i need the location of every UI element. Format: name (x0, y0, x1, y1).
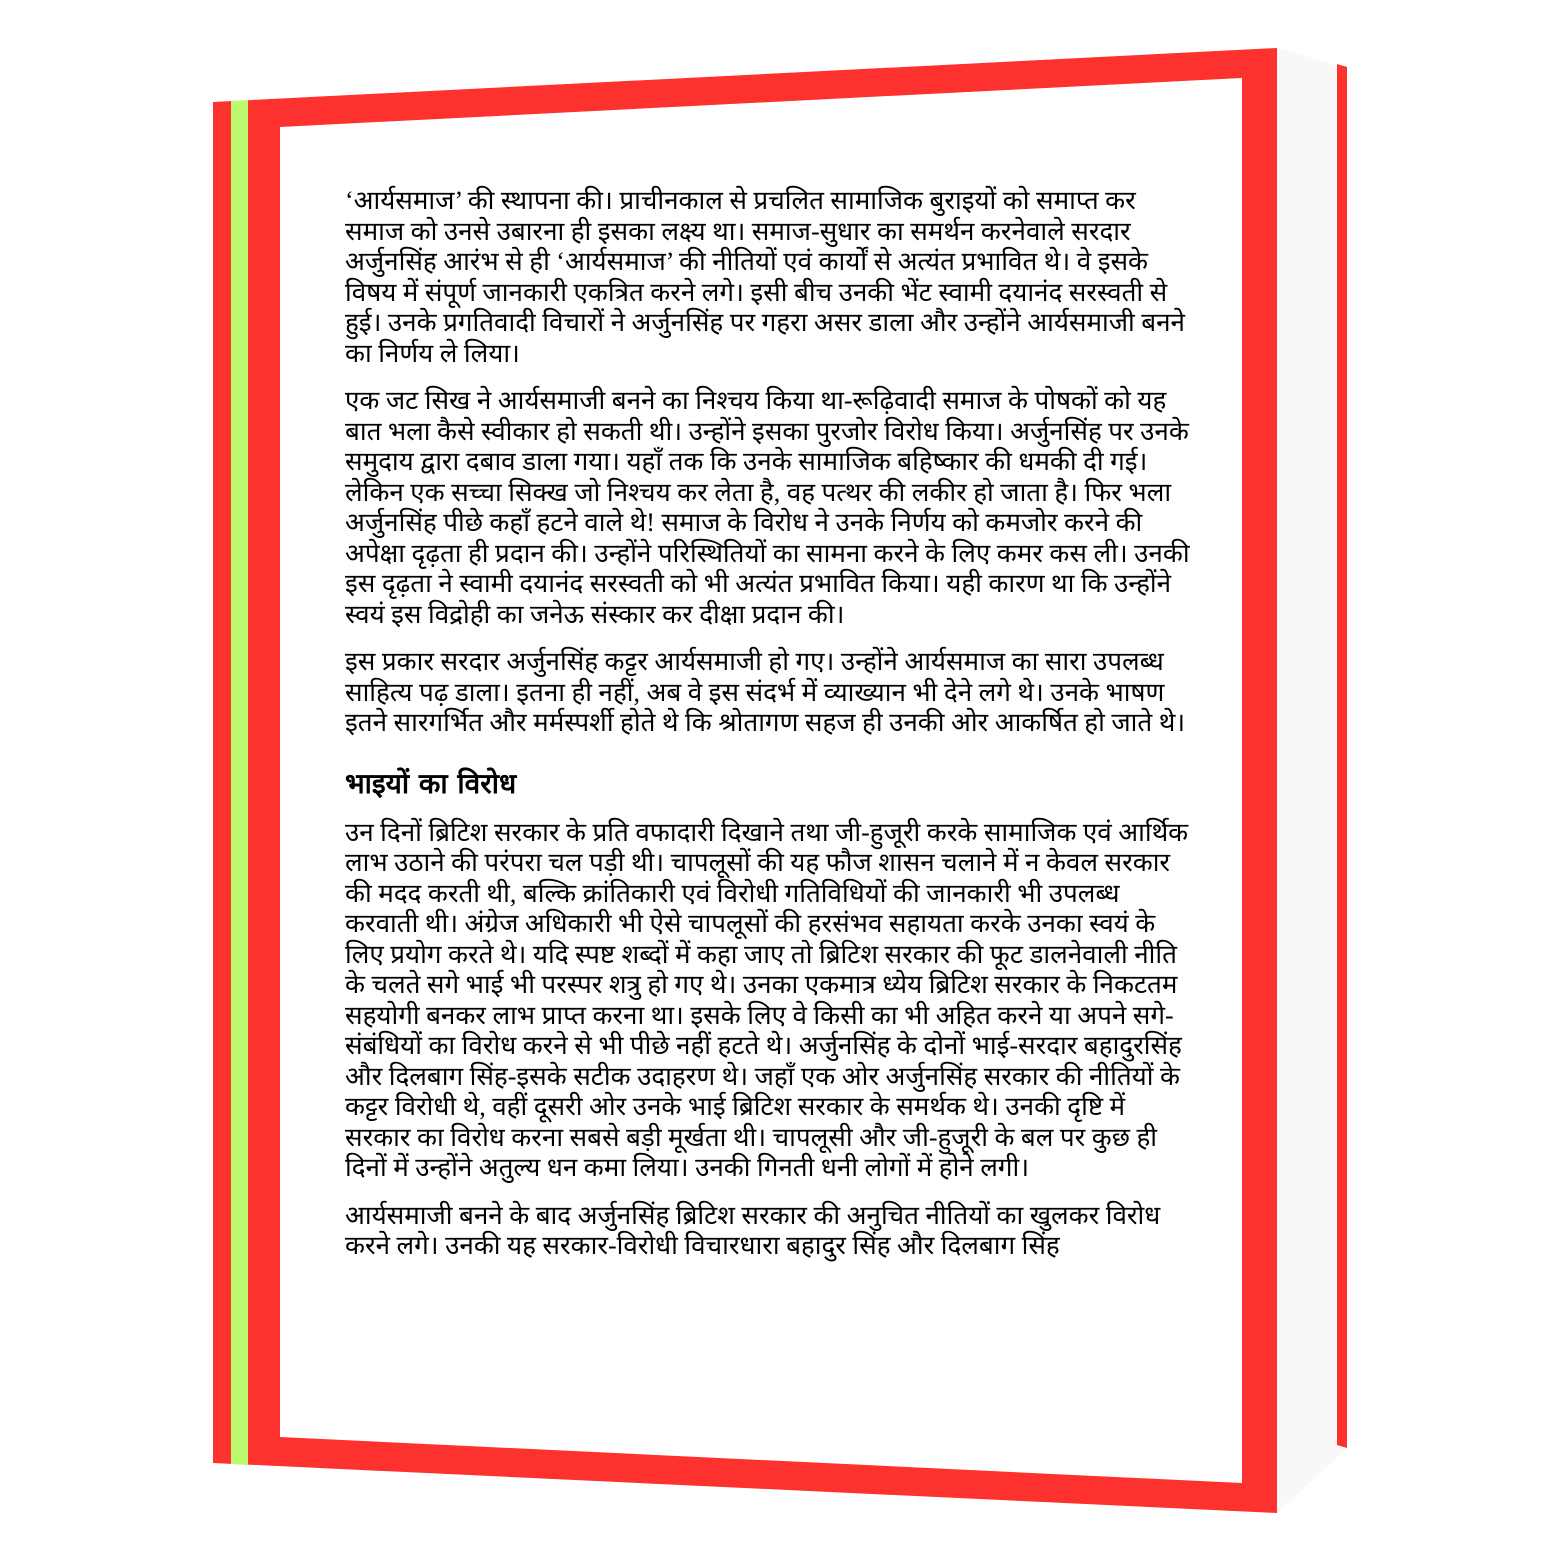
fore-edge-page-block (1277, 48, 1347, 1513)
paragraph: एक जट सिख ने आर्यसमाजी बनने का निश्चय किया था-रूढ़िवादी समाज के पोषकों को यह बात भला कैसे स्वीकार हो सकती थी। उन्होंने इसका पुरजोर विरोध किया। अर्जुनसिंह पर उनके समुदाय द्वारा दबाव डाला गया। यहाँ तक कि उनके सामाजिक बहिष्कार की धमकी दी गई। लेकिन एक सच्चा सिक्ख जो निश्चय कर लेता है, वह पत्थर की लकीर हो जाता है। फिर भला अर्जुनसिंह पीछे कहाँ हटने वाले थे! समाज के विरोध ने उनके निर्णय को कमजोर करने की अपेक्षा दृढ़ता ही प्रदान की। उन्होंने परिस्थितियों का सामना करने के लिए कमर कस ली। उनकी इस दृढ़ता ने स्वामी दयानंद सरस्वती को भी अत्यंत प्रभावित किया। यही कारण था कि उन्होंने स्वयं इस विद्रोही का जनेऊ संस्कार कर दीक्षा प्रदान की। (345, 386, 1190, 629)
paragraph: आर्यसमाजी बनने के बाद अर्जुनसिंह ब्रिटिश सरकार की अनुचित नीतियों का खुलकर विरोध करने लगे। उनकी यह सरकार-विरोधी विचारधारा बहादुर सिंह और दिलबाग सिंह (345, 1200, 1161, 1260)
page-text-block (345, 186, 1190, 1279)
spine-stripe (231, 100, 248, 1465)
paragraph: ‘आर्यसमाज’ की स्थापना की। प्राचीनकाल से प्रचलित सामाजिक बुराइयों को समाप्त कर समाज को उनसे उबारना ही इसका लक्ष्य था। समाज-सुधार का समर्थन करनेवाले सरदार अर्जुनसिंह आरंभ से ही ‘आर्यसमाज’ की नीतियों एवं कार्यों से अत्यंत प्रभावित थे। वे इसके विषय में संपूर्ण जानकारी एकत्रित करने लगे। इसी बीच उनकी भेंट स्वामी दयानंद सरस्वती से हुई। उनके प्रगतिवादी विचारों ने अर्जुनसिंह पर गहरा असर डाला और उन्होंने आर्यसमाजी बनने का निर्णय ले लिया। (345, 186, 1185, 368)
paragraph: इस प्रकार सरदार अर्जुनसिंह कट्टर आर्यसमाजी हो गए। उन्होंने आर्यसमाज का सारा उपलब्ध साहित्य पढ़ डाला। इतना ही नहीं, अब वे इस संदर्भ में व्याख्यान भी देने लगे थे। उनके भाषण इतने सारगर्भित और मर्मस्पर्शी होते थे कि श्रोतागण सहज ही उनकी ओर आकर्षित हो जाते थे। (345, 647, 1186, 737)
back-cover-edge (1337, 64, 1347, 1448)
section-heading: भाइयों का विरोध (345, 766, 517, 800)
paragraph: उन दिनों ब्रिटिश सरकार के प्रति वफादारी दिखाने तथा जी-हुजूरी करके सामाजिक एवं आर्थिक लाभ उठाने की परंपरा चल पड़ी थी। चापलूसों की यह फौज शासन चलाने में न केवल सरकार की मदद करती थी, बल्कि क्रांतिकारी एवं विरोधी गतिविधियों की जानकारी भी उपलब्ध करवाती थी। अंग्रेज अधिकारी भी ऐसे चापलूसों की हरसंभव सहायता करके उनका स्वयं के लिए प्रयोग करते थे। यदि स्पष्ट शब्दों में कहा जाए तो ब्रिटिश सरकार की फूट डालनेवाली नीति के चलते सगे भाई भी परस्पर शत्रु हो गए थे। उनका एकमात्र ध्येय ब्रिटिश सरकार के निकटतम सहयोगी बनकर लाभ प्राप्त करना था। इसके लिए वे किसी का भी अहित करने या अपने सगे-संबंधियों का विरोध करने से भी पीछे नहीं हटते थे। अर्जुनसिंह के दोनों भाई-सरदार बहादुरसिंह और दिलबाग सिंह-इसके सटीक उदाहरण थे। जहाँ एक ओर अर्जुनसिंह सरकार की नीतियों के कट्टर विरोधी थे, वहीं दूसरी ओर उनके भाई ब्रिटिश सरकार के समर्थक थे। उनकी दृष्टि में सरकार का विरोध करना सबसे बड़ी मूर्खता थी। चापलूसी और जी-हुजूरी के बल पर कुछ ही दिनों में उन्होंने अतुल्य धन कमा लिया। उनकी गिनती धनी लोगों में होने लगी। (345, 817, 1189, 1182)
